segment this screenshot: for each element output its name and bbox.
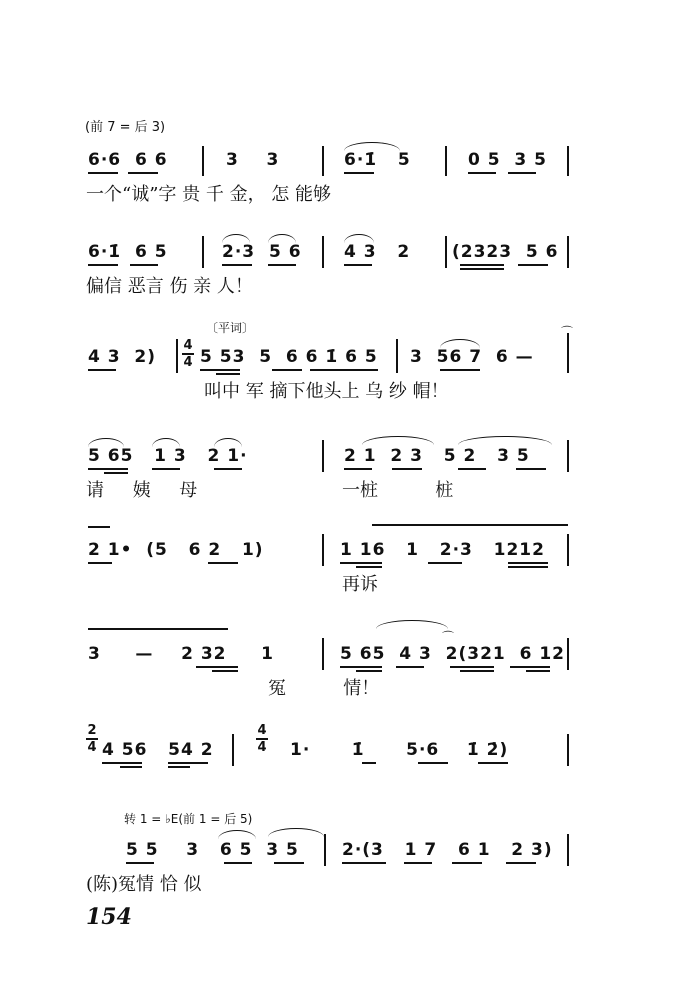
- ts-bottom: 4: [257, 739, 267, 755]
- underline: [268, 264, 296, 266]
- lyrics-line-1: 一个“诚”字 贵 千 金， 怎 能够: [86, 184, 332, 205]
- underline: [516, 468, 546, 470]
- underline: [468, 172, 496, 174]
- bar-line: [445, 146, 447, 176]
- ts-top: 2: [87, 723, 97, 738]
- underline: [152, 468, 180, 470]
- underline: [460, 264, 504, 266]
- annotation-pingci: 〔平词〕: [206, 321, 255, 335]
- slur: [218, 830, 256, 839]
- bar-line: [567, 236, 569, 268]
- underline: [508, 172, 536, 174]
- ts-bottom: 4: [183, 354, 193, 370]
- bar-line: [232, 734, 234, 766]
- underline: [88, 264, 118, 266]
- underline: [340, 562, 382, 564]
- key-relation-note: (前 7 = 后 3): [85, 120, 166, 135]
- underline: [396, 666, 424, 668]
- underline: [342, 862, 386, 864]
- lyrics-line-3: 叫中 军 摘下他头上 乌 纱 帽！: [204, 381, 449, 402]
- underline: [460, 268, 504, 270]
- underline: [428, 562, 462, 564]
- time-signature-2-4: [86, 724, 98, 754]
- notes-measure: 2·(3 1 7 6 1 2 3): [342, 840, 553, 860]
- underline: [362, 762, 376, 764]
- underline: [478, 762, 508, 764]
- bar-line: [202, 236, 204, 268]
- fermata-icon: ⌒: [561, 325, 574, 339]
- underline: [344, 468, 372, 470]
- bar-line: [567, 638, 569, 670]
- underline: [216, 373, 240, 375]
- bar-line: [396, 339, 398, 373]
- underline: [404, 862, 432, 864]
- notes-measure: 5 5 3 6 5 3 5: [126, 840, 299, 860]
- underline: [460, 670, 494, 672]
- slur: [268, 828, 324, 837]
- ts-top: 4: [257, 723, 267, 738]
- bar-line: [202, 146, 204, 176]
- slur: [458, 436, 552, 445]
- time-signature-4-4b: [256, 724, 268, 754]
- bar-line: [567, 834, 569, 866]
- time-signature-4-4: [182, 339, 194, 369]
- underline: [508, 566, 548, 568]
- lyrics-line-5: 再诉: [342, 574, 378, 595]
- underline: [272, 369, 302, 371]
- notes-measure: 2 1• (5 6 2 1): [88, 540, 264, 560]
- underline: [356, 566, 382, 568]
- notes-measure-3: 6·1̇ 5: [344, 150, 411, 170]
- notes-measure: 3 — 2 32 1: [88, 644, 274, 664]
- underline: [510, 666, 550, 668]
- tie-line: [88, 526, 110, 528]
- underline: [508, 562, 548, 564]
- notes-measure: 1 16 1 2·3 1212: [340, 540, 545, 560]
- underline: [506, 862, 536, 864]
- bar-line: [445, 236, 447, 268]
- underline: [88, 172, 118, 174]
- notes-measure: 5 65 1 3 2 1·: [88, 446, 248, 466]
- notes-measure: 2·3 5 6: [222, 242, 302, 262]
- notes-measure-2: 3 3: [226, 150, 280, 170]
- bar-line: [324, 834, 326, 866]
- underline: [518, 264, 548, 266]
- underline: [214, 468, 242, 470]
- underline: [120, 766, 142, 768]
- notes-measure: (2323 5 6: [452, 242, 559, 262]
- underline: [340, 666, 382, 668]
- bar-line: [567, 146, 569, 176]
- underline: [104, 472, 128, 474]
- underline: [224, 862, 252, 864]
- bar-line: [567, 734, 569, 766]
- underline: [526, 670, 550, 672]
- underline: [88, 468, 128, 470]
- notes-measure: 4 3 2: [344, 242, 411, 262]
- tie-line: [372, 524, 568, 526]
- bar-line: [176, 339, 178, 373]
- underline: [344, 264, 372, 266]
- ts-bottom: 4: [87, 739, 97, 755]
- underline: [212, 670, 238, 672]
- notes-measure: 4 56 54 2: [102, 740, 214, 760]
- underline: [130, 264, 158, 266]
- notes-measure: 1· 1̇ 5·6 1̇ 2̇): [290, 740, 509, 760]
- notes-measure: 6·1̇ 6 5: [88, 242, 168, 262]
- notes-measure-4: 0 5 3 5: [468, 150, 547, 170]
- underline: [88, 369, 116, 371]
- modulation-note: 转 1 = ♭E(前 1 = 后 5): [124, 812, 253, 826]
- underline: [344, 172, 374, 174]
- underline: [418, 762, 448, 764]
- underline: [392, 468, 422, 470]
- underline: [450, 666, 494, 668]
- bar-line: [322, 534, 324, 566]
- lyrics-line-8: (陈)冤情 恰 似: [86, 874, 202, 895]
- notes-measure-1: 6·6 6 6: [88, 150, 168, 170]
- underline: [102, 762, 142, 764]
- bar-line: [322, 440, 324, 472]
- underline: [274, 862, 304, 864]
- bar-line: [322, 236, 324, 268]
- underline: [440, 369, 480, 371]
- lyrics-line-4: 请 姨 母: [86, 480, 198, 501]
- bar-line: [322, 638, 324, 670]
- lyrics-line-4b: 一桩 桩: [342, 480, 454, 501]
- page-number: 154: [86, 904, 132, 930]
- slur: [362, 436, 434, 445]
- underline: [452, 862, 482, 864]
- underline: [208, 562, 238, 564]
- tie-line: [88, 628, 228, 630]
- underline: [310, 369, 378, 371]
- underline: [88, 562, 112, 564]
- underline: [196, 666, 238, 668]
- slur: [376, 620, 448, 629]
- notes-measure: 5 65 4 3 2(321 6 12: [340, 644, 565, 664]
- bar-line: [567, 534, 569, 566]
- notes-measure: 2 1 2 3 5 2 3 5: [344, 446, 530, 466]
- underline: [126, 862, 154, 864]
- underline: [168, 762, 208, 764]
- underline: [458, 468, 486, 470]
- lyrics-line-6: 冤 情！: [268, 678, 380, 699]
- underline: [200, 369, 240, 371]
- underline: [356, 670, 382, 672]
- fermata-icon: ⌒: [442, 630, 455, 644]
- notes-measure: 3 56 7 6 —: [410, 347, 534, 367]
- underline: [168, 766, 190, 768]
- lyrics-line-2: 偏信 恶言 伤 亲 人！: [86, 276, 253, 297]
- bar-line: [322, 146, 324, 176]
- underline: [222, 264, 252, 266]
- ts-top: 4: [183, 338, 193, 353]
- underline: [128, 172, 158, 174]
- notes-measure: 5 53 5 6 6 1̇ 6 5: [200, 347, 378, 367]
- notes-measure: 4 3 2): [88, 347, 157, 367]
- bar-line: [567, 440, 569, 472]
